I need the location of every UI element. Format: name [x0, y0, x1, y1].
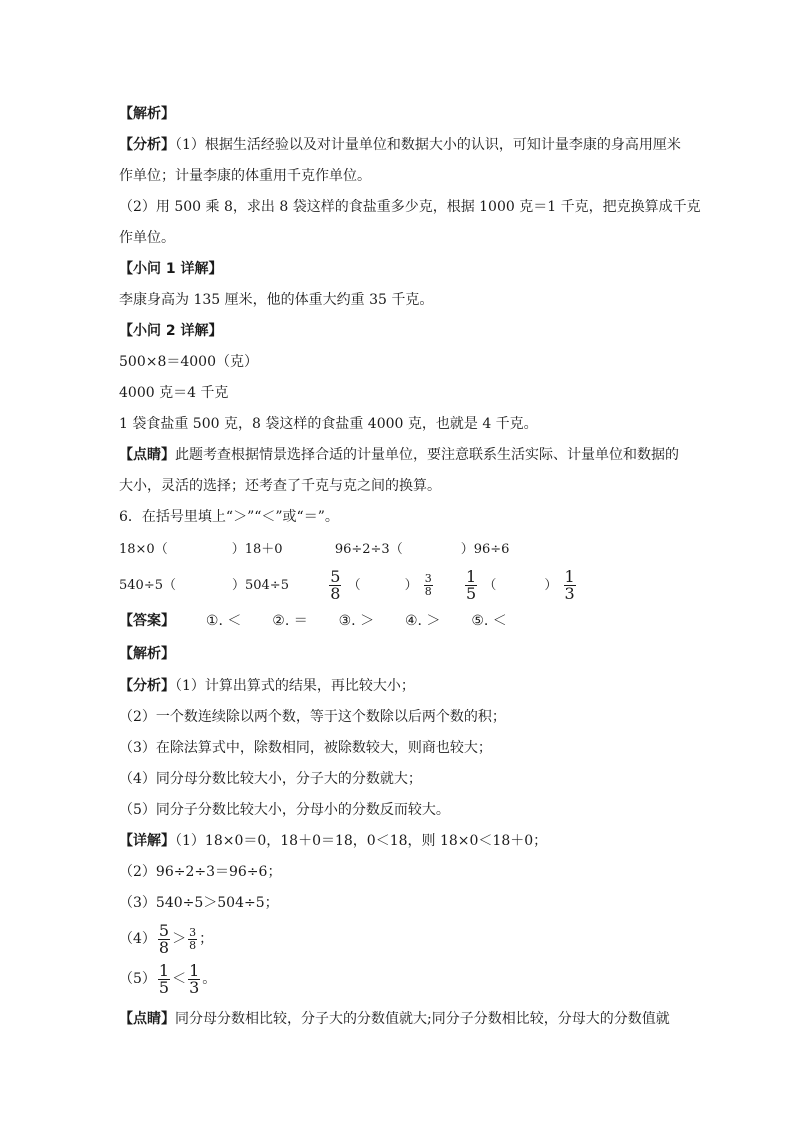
- answer-5: ⑤. ＜: [471, 613, 507, 629]
- answer-3: ③. ＞: [338, 613, 375, 629]
- detail-5-fraction-1-3: $\frac{1}{3}$: [189, 960, 200, 997]
- q6-item-3-left: 540÷5（: [119, 578, 176, 593]
- analysis-2-line-5: （5）同分子分数比较大小，分母小的分数反而较大。: [119, 802, 450, 818]
- analysis-2-line-3: （3）在除法算式中，除数相同，被除数较大，则商也较大；: [119, 740, 492, 756]
- q6-fraction-1-3: $\frac{1}{3}$: [564, 567, 575, 603]
- detail-5-fraction-1-5: $\frac{1}{5}$: [158, 960, 170, 997]
- analysis-2-text-1: （1）计算出算式的结果，再比较大小；: [175, 678, 415, 694]
- q6-item-1-right: ）18＋0: [231, 542, 283, 557]
- answer-2: ②. ＝: [272, 613, 308, 629]
- answer-1: ①. ＜: [205, 613, 242, 629]
- q6-item-4-paren-open: （: [347, 578, 361, 593]
- q6-item-2-left: 96÷2÷3（: [334, 542, 403, 557]
- detail-4-op: ＞: [172, 931, 187, 947]
- comment-label: 【点睛】: [119, 447, 175, 463]
- q6-fraction-1-5: $\frac{1}{5}$: [466, 567, 477, 603]
- analysis-label: 【分析】: [119, 137, 175, 153]
- analysis-paragraph-2b: 作单位。: [119, 230, 175, 246]
- question-6-row-2: [119, 566, 578, 606]
- comment-2-label: 【点睛】: [119, 1011, 175, 1027]
- q6-item-3-right: ）504÷5: [231, 578, 289, 593]
- subquestion-2-line-3: 1 袋食盐重 500 克，8 袋这样的食盐重 4000 克，也就是 4 千克。: [119, 416, 538, 432]
- detail-5-prefix: （5）: [119, 971, 156, 987]
- analysis-2-line-4: （4）同分母分数比较大小，分子大的分数就大；: [119, 771, 422, 787]
- q6-fraction-3-8: $\frac{3}{8}$: [424, 572, 432, 598]
- subquestion-2-line-1: 500×8＝4000（克）: [119, 354, 258, 370]
- detail-4-prefix: （4）: [119, 931, 156, 947]
- detail-4-fraction-3-8: $\frac{3}{8}$: [189, 925, 197, 952]
- question-6-title: 6．在括号里填上“＞”“＜”或“＝”。: [119, 509, 339, 525]
- subquestion-1-heading: 【小问 1 详解】: [119, 261, 223, 277]
- detail-line-5: [119, 960, 216, 998]
- analysis-heading: 【解析】: [119, 106, 175, 122]
- analysis-paragraph-2a: （2）用 500 乘 8，求出 8 袋这样的食盐重多少克，根据 1000 克＝1 千克，把克换算成千克: [119, 199, 701, 215]
- analysis-2-label: 【分析】: [119, 678, 175, 694]
- comment-paragraph-a: [119, 446, 679, 464]
- q6-item-5-paren-close: ）: [544, 578, 558, 593]
- analysis-2-line-2: （2）一个数连续除以两个数，等于这个数除以后两个数的积；: [119, 709, 506, 725]
- analysis-text: （1）根据生活经验以及对计量单位和数据大小的认识，可知计量李康的身高用厘米: [175, 137, 681, 153]
- analysis-paragraph-1a: [119, 136, 681, 154]
- comment-text: 此题考查根据情景选择合适的计量单位，要注意联系生活实际、计量单位和数据的: [175, 447, 679, 463]
- comment-2-text: 同分母分数相比较，分子大的分数值就大;同分子分数相比较，分母大的分数值就: [175, 1011, 670, 1027]
- answer-row: [119, 612, 507, 630]
- detail-5-suffix: 。: [202, 971, 217, 987]
- detail-line-4: [119, 920, 213, 958]
- analysis-heading-2: 【解析】: [119, 646, 175, 662]
- q6-item-2-right: ）96÷6: [460, 542, 510, 557]
- detail-5-op: ＜: [172, 971, 187, 987]
- question-6-row-1: [119, 541, 509, 559]
- subquestion-2-heading: 【小问 2 详解】: [119, 323, 223, 339]
- comment-paragraph-b: 大小，灵活的选择；还考查了千克与克之间的换算。: [119, 478, 441, 494]
- detail-line-2: （2）96÷2÷3＝96÷6；: [119, 864, 282, 880]
- q6-item-4-paren-close: ）: [404, 578, 418, 593]
- detail-line-1: [119, 832, 547, 850]
- detail-4-suffix: ；: [199, 931, 214, 947]
- comment-2-line: [119, 1010, 670, 1028]
- q6-fraction-5-8: $\frac{5}{8}$: [330, 567, 341, 603]
- detail-line-3: （3）540÷5＞504÷5；: [119, 895, 279, 911]
- detail-label: 【详解】: [119, 833, 175, 849]
- subquestion-2-line-2: 4000 克＝4 千克: [119, 385, 229, 401]
- q6-item-5-paren-open: （: [483, 578, 497, 593]
- analysis-2-line-1: [119, 677, 415, 695]
- detail-text-1: （1）18×0＝0，18＋0＝18，0＜18，则 18×0＜18＋0；: [175, 833, 548, 849]
- answer-4: ④. ＞: [404, 613, 441, 629]
- subquestion-1-text: 李康身高为 135 厘米，他的体重大约重 35 千克。: [119, 292, 434, 308]
- analysis-paragraph-1b: 作单位；计量李康的体重用千克作单位。: [119, 168, 371, 184]
- answer-label: 【答案】: [119, 613, 175, 629]
- q6-item-1-left: 18×0（: [119, 542, 168, 557]
- detail-4-fraction-5-8: $\frac{5}{8}$: [158, 920, 170, 957]
